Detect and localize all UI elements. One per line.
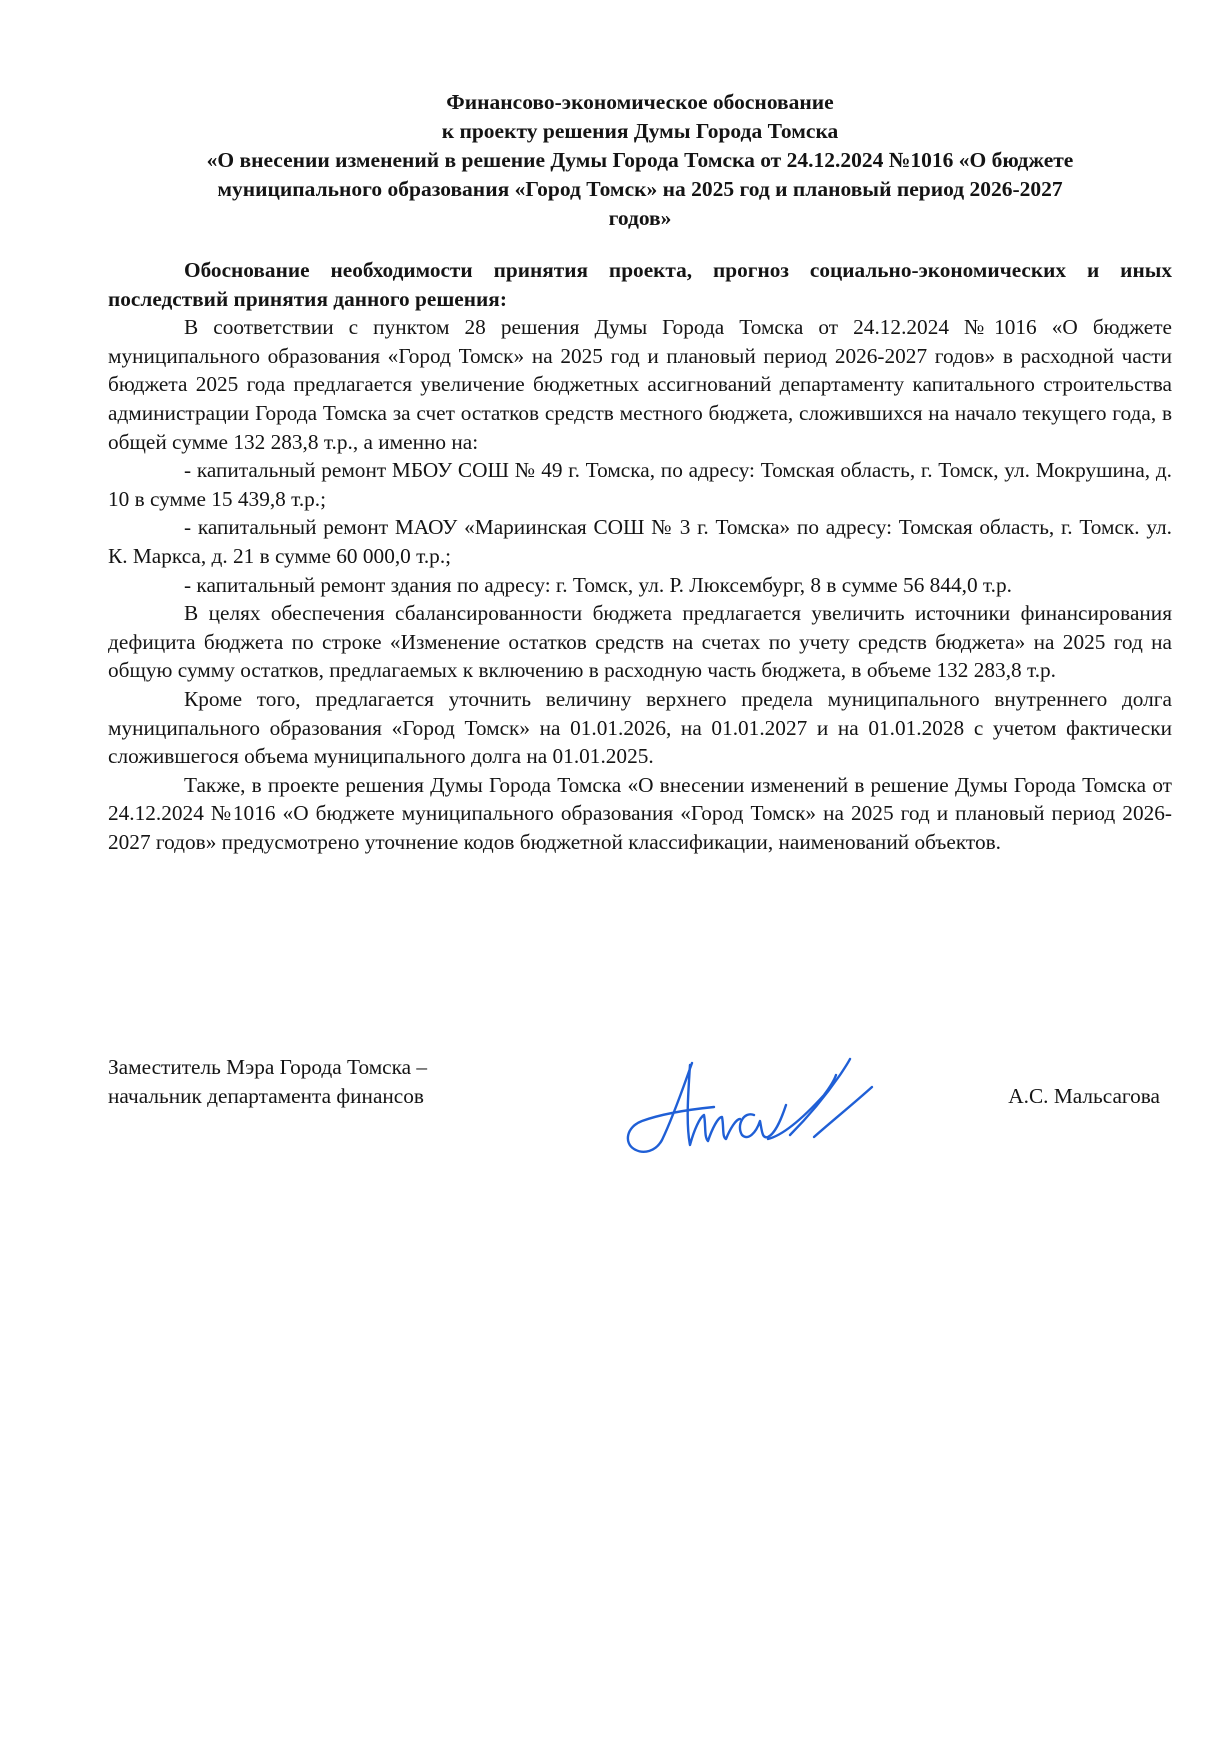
paragraph: В целях обеспечения сбалансированности бюджета предлагается увеличить источники финансирования дефицита бюджета по строке «Изменение остатков средств на счетах по учету средств бюджета» на 2025 год на общую сумму остатков, предлагаемых к включению в расходную часть бюджета, в объеме 132 283,8 т.р. (108, 601, 1172, 683)
role-line: Заместитель Мэра Города Томска – (108, 1055, 428, 1079)
title-line: муниципального образования «Город Томск» на 2025 год и плановый период 2026-2027 (217, 177, 1063, 201)
handwritten-signature-icon (604, 1045, 884, 1165)
signatory-name: А.С. Мальсагова (1008, 1084, 1160, 1108)
document-title (110, 88, 1170, 233)
title-line: «О внесении изменений в решение Думы Города Томска от 24.12.2024 №1016 «О бюджете (206, 148, 1074, 172)
role-line: начальник департамента финансов (108, 1083, 424, 1108)
signature-block (108, 1053, 1172, 1173)
list-item: - капитальный ремонт МБОУ СОШ № 49 г. Томска, по адресу: Томская область, г. Томск, ул. Мокрушина, д. 10 в сумме 15 439,8 т.р.; (108, 458, 1172, 511)
title-line: Финансово-экономическое обоснование (446, 90, 834, 114)
title-line: к проекту решения Думы Города Томска (441, 119, 839, 143)
list-item: - капитальный ремонт МАОУ «Мариинская СОШ № 3 г. Томска» по адресу: Томская область, г. Томск. ул. К. Маркса, д. 21 в сумме 60 000,0 т.р.; (108, 515, 1172, 568)
paragraph: Также, в проекте решения Думы Города Томска «О внесении изменений в решение Думы Города Томска от 24.12.2024 №1016 «О бюджете муниципального образования «Город Томск» на 2025 год и плановый период 2026-2027 годов» предусмотрено уточнение кодов бюджетной классификации, наименований объектов. (108, 772, 1172, 854)
paragraph: Кроме того, предлагается уточнить величину верхнего предела муниципального внутреннего долга муниципального образования «Город Томск» на 01.01.2026, на 01.01.2027 и на 01.01.2028 с учетом фактически сложившегося объема муниципального долга на 01.01.2025. (108, 686, 1172, 769)
title-line: годов» (608, 206, 672, 230)
paragraph: В соответствии с пунктом 28 решения Думы Города Томска от 24.12.2024 №1016 «О бюджете муниципального образования «Город Томск» на 2025 год и плановый период 2026-2027 годов» в расходной части бюджета 2025 года предлагается увеличение бюджетных ассигнований департаменту капитального строительства администрации Города Томска за счет остатков средств местного бюджета, сложившихся на начало текущего года, в общей сумме 132 283,8 т.р., а именно на: (108, 315, 1172, 454)
list-item: - капитальный ремонт здания по адресу: г. Томск, ул. Р. Люксембург, 8 в сумме 56 844,0 т.р. (184, 572, 1012, 597)
document-body (108, 256, 1172, 856)
signatory-role (108, 1053, 427, 1110)
section-heading: Обоснование необходимости принятия проекта, прогноз социально-экономических и иных последствий принятия данного решения: (108, 258, 1172, 311)
